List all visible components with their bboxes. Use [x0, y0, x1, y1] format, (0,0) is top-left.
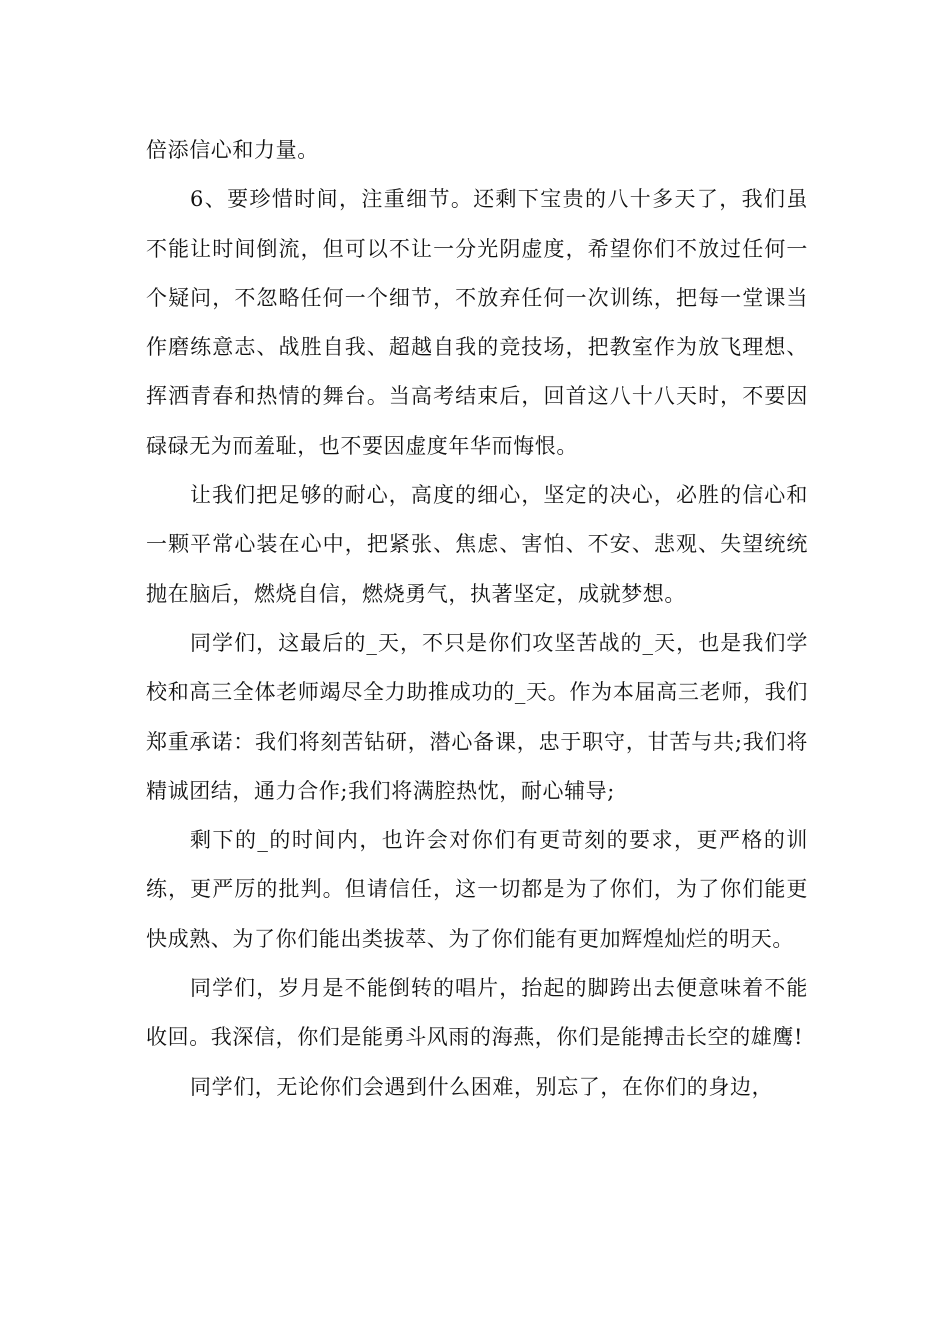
paragraph-patience: 让我们把足够的耐心，高度的细心，坚定的决心，必胜的信心和一颗平常心装在心中，把紧张、焦虑、害怕、不安、悲观、失望统统抛在脑后，燃烧自信，燃烧勇气，执著坚定，成就梦想。: [146, 483, 808, 606]
paragraph-difficulties: 同学们，无论你们会遇到什么困难，别忘了，在你们的身边，: [190, 1074, 774, 1099]
paragraph-time-record: 同学们，岁月是不能倒转的唱片，抬起的脚跨出去便意味着不能收回。我深信，你们是能勇斗风雨的海燕，你们是能搏击长空的雄鹰!: [146, 976, 808, 1050]
paragraph-strict-requirements: 剩下的_的时间内，也许会对你们有更苛刻的要求，更严格的训练，更严厉的批判。但请信任，这一切都是为了你们，为了你们能更快成熟、为了你们能出类拔萃、为了你们能有更加辉煌灿烂的明天。: [146, 828, 808, 951]
paragraph-cherish-time: 6、要珍惜时间，注重细节。还剩下宝贵的八十多天了，我们虽不能让时间倒流，但可以不让一分光阴虚度，希望你们不放过任何一个疑问，不忽略任何一个细节，不放弃任何一次训练，把每一堂课当作磨练意志、战胜自我、超越自我的竞技场，把教室作为放飞理想、挥洒青春和热情的舞台。当高考结束后，回首这八十八天时，不要因碌碌无为而羞耻，也不要因虚度年华而悔恨。: [146, 187, 808, 458]
paragraph-continuation: 倍添信心和力量。: [146, 138, 319, 162]
document-body: [146, 126, 808, 1112]
paragraph-teacher-promise: 同学们，这最后的_天，不只是你们攻坚苦战的_天，也是我们学校和高三全体老师竭尽全力助推成功的_天。作为本届高三老师，我们郑重承诺：我们将刻苦钻研，潜心备课，忠于职守，甘苦与共;我们将精诚团结，通力合作;我们将满腔热忱，耐心辅导;: [146, 630, 808, 803]
